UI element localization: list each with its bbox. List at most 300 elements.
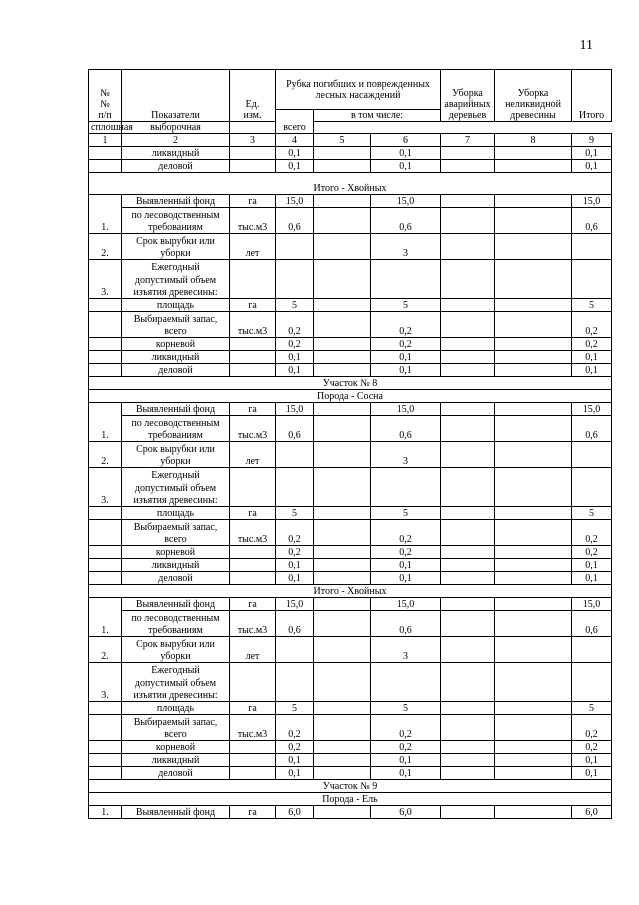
table-row: [89, 312, 612, 325]
table-row: [89, 767, 612, 780]
value-selective: 0,1: [371, 559, 441, 572]
value-selective: 0,2: [371, 546, 441, 559]
value-clear: [314, 754, 371, 767]
value-clear: [314, 260, 371, 299]
value-total: 0,1: [572, 364, 612, 377]
value-selective: 0,2: [371, 741, 441, 754]
table-row: [89, 338, 612, 351]
row-label: Выявленный фонд: [122, 806, 230, 819]
value-clear: [314, 234, 371, 260]
value-total: 15,0: [572, 598, 612, 611]
value-all: 0,2: [276, 520, 314, 546]
row-number: [89, 312, 122, 338]
value-clear: [314, 572, 371, 585]
value-emergency: [441, 520, 495, 546]
row-number: 1.: [89, 195, 122, 234]
value-emergency: [441, 559, 495, 572]
row-number: 2.: [89, 442, 122, 468]
row-number: [89, 364, 122, 377]
forest-felling-table: [88, 69, 612, 819]
section-header: Итого - Хвойных: [89, 173, 612, 195]
row-unit: тыс.м3: [230, 611, 276, 637]
header-unit: Ед. изм.: [230, 70, 276, 122]
header-itogo: Итого: [572, 70, 612, 122]
table-row: [89, 160, 612, 173]
value-clear: [314, 598, 371, 611]
value-clear: [314, 338, 371, 351]
row-unit: [230, 767, 276, 780]
column-number: 3: [230, 134, 276, 147]
table-row: [89, 572, 612, 585]
section-header-row: [89, 585, 612, 598]
value-selective: 0,1: [371, 351, 441, 364]
row-label: Выбираемый запас,: [122, 715, 230, 728]
value-selective: 15,0: [371, 598, 441, 611]
value-clear: [314, 147, 371, 160]
column-number: 7: [441, 134, 495, 147]
row-label: допустимый объем: [122, 676, 230, 689]
value-selective: 5: [371, 702, 441, 715]
header-emergency: Уборка аварийных деревьев: [441, 70, 495, 122]
value-emergency: [441, 507, 495, 520]
value-nonliquid: [495, 195, 572, 208]
value-all: 15,0: [276, 403, 314, 416]
value-clear: [314, 702, 371, 715]
value-all: 0,1: [276, 572, 314, 585]
value-clear: [314, 520, 371, 546]
row-number: 2.: [89, 637, 122, 663]
value-selective: [371, 260, 441, 299]
value-nonliquid: [495, 663, 572, 702]
row-label: требованиям: [122, 429, 230, 442]
row-number: [89, 507, 122, 520]
value-all: 0,2: [276, 338, 314, 351]
value-all: 0,1: [276, 364, 314, 377]
value-emergency: [441, 195, 495, 208]
value-selective: 0,1: [371, 572, 441, 585]
value-all: 5: [276, 299, 314, 312]
value-nonliquid: [495, 160, 572, 173]
row-number: [89, 715, 122, 741]
value-all: [276, 234, 314, 260]
value-nonliquid: [495, 260, 572, 299]
value-clear: [314, 351, 371, 364]
value-nonliquid: [495, 442, 572, 468]
section-header: Порода - Ель: [89, 793, 612, 806]
value-total: 0,1: [572, 559, 612, 572]
value-total: [572, 637, 612, 663]
value-nonliquid: [495, 208, 572, 234]
row-number: 1.: [89, 403, 122, 442]
section-header-row: [89, 377, 612, 390]
row-unit: га: [230, 299, 276, 312]
value-emergency: [441, 702, 495, 715]
header-selective: выборочная: [122, 122, 230, 134]
value-clear: [314, 442, 371, 468]
value-all: [276, 260, 314, 299]
value-total: 0,1: [572, 160, 612, 173]
row-number: [89, 520, 122, 546]
value-emergency: [441, 234, 495, 260]
value-total: [572, 442, 612, 468]
row-label: корневой: [122, 546, 230, 559]
value-nonliquid: [495, 468, 572, 507]
row-number: [89, 351, 122, 364]
value-all: [276, 663, 314, 702]
row-unit: га: [230, 403, 276, 416]
row-label: корневой: [122, 338, 230, 351]
row-label: деловой: [122, 767, 230, 780]
header-nonliquid: Уборка неликвидной древесины: [495, 70, 572, 122]
value-clear: [314, 741, 371, 754]
value-all: 5: [276, 702, 314, 715]
row-label: Выбираемый запас,: [122, 312, 230, 325]
value-clear: [314, 663, 371, 702]
value-all: 0,2: [276, 741, 314, 754]
column-number: 9: [572, 134, 612, 147]
value-nonliquid: [495, 234, 572, 260]
value-nonliquid: [495, 806, 572, 819]
value-clear: [314, 195, 371, 208]
value-clear: [314, 312, 371, 338]
value-selective: 3: [371, 637, 441, 663]
row-unit: га: [230, 195, 276, 208]
row-number: [89, 741, 122, 754]
row-label: по лесоводственным: [122, 208, 230, 221]
row-label: Ежегодный: [122, 663, 230, 676]
table-row: [89, 637, 612, 650]
row-unit: [230, 741, 276, 754]
value-total: 0,6: [572, 208, 612, 234]
value-total: 0,2: [572, 520, 612, 546]
header-total: всего: [276, 110, 314, 134]
row-unit: [230, 572, 276, 585]
table-row: [89, 364, 612, 377]
row-number: [89, 559, 122, 572]
value-selective: 0,2: [371, 715, 441, 741]
table-row: [89, 468, 612, 481]
row-unit: га: [230, 806, 276, 819]
section-header-row: [89, 793, 612, 806]
column-number: 1: [89, 134, 122, 147]
header-indicators: Показатели: [122, 70, 230, 122]
table-row: [89, 147, 612, 160]
table-row: [89, 546, 612, 559]
value-emergency: [441, 598, 495, 611]
row-label: требованиям: [122, 624, 230, 637]
row-unit: [230, 260, 276, 299]
value-all: 0,1: [276, 160, 314, 173]
row-unit: тыс.м3: [230, 520, 276, 546]
value-emergency: [441, 715, 495, 741]
row-label: уборки: [122, 247, 230, 260]
value-total: 5: [572, 507, 612, 520]
value-clear: [314, 767, 371, 780]
row-label: деловой: [122, 364, 230, 377]
value-nonliquid: [495, 416, 572, 442]
value-clear: [314, 546, 371, 559]
value-total: 5: [572, 299, 612, 312]
row-number: 2.: [89, 234, 122, 260]
value-all: 0,1: [276, 351, 314, 364]
value-total: 0,1: [572, 351, 612, 364]
value-selective: 0,6: [371, 208, 441, 234]
row-label: Ежегодный: [122, 468, 230, 481]
row-label: деловой: [122, 572, 230, 585]
value-clear: [314, 468, 371, 507]
table-row: [89, 299, 612, 312]
value-emergency: [441, 741, 495, 754]
value-nonliquid: [495, 767, 572, 780]
value-nonliquid: [495, 637, 572, 663]
table-row: [89, 715, 612, 728]
row-unit: [230, 160, 276, 173]
row-label: ликвидный: [122, 147, 230, 160]
table-row: [89, 663, 612, 676]
value-total: [572, 260, 612, 299]
table-row: [89, 208, 612, 221]
value-clear: [314, 364, 371, 377]
row-number: [89, 702, 122, 715]
row-label: по лесоводственным: [122, 611, 230, 624]
section-header: Итого - Хвойных: [89, 585, 612, 598]
value-emergency: [441, 260, 495, 299]
table-row: [89, 507, 612, 520]
value-nonliquid: [495, 598, 572, 611]
value-emergency: [441, 468, 495, 507]
value-total: 0,2: [572, 312, 612, 338]
row-label: Срок вырубки или: [122, 442, 230, 455]
value-clear: [314, 806, 371, 819]
row-number: [89, 767, 122, 780]
table-row: [89, 598, 612, 611]
value-selective: 0,1: [371, 147, 441, 160]
row-label: корневой: [122, 741, 230, 754]
row-unit: [230, 338, 276, 351]
value-total: 0,6: [572, 416, 612, 442]
row-label: деловой: [122, 160, 230, 173]
header-clear: сплошная: [89, 122, 122, 134]
value-total: 15,0: [572, 403, 612, 416]
value-clear: [314, 559, 371, 572]
section-header: Участок № 8: [89, 377, 612, 390]
value-clear: [314, 637, 371, 663]
value-clear: [314, 715, 371, 741]
value-nonliquid: [495, 559, 572, 572]
value-emergency: [441, 364, 495, 377]
header-num: № № п/п: [89, 70, 122, 122]
value-emergency: [441, 754, 495, 767]
row-unit: лет: [230, 442, 276, 468]
row-label: ликвидный: [122, 351, 230, 364]
page-number: 11: [579, 38, 593, 53]
row-label: площадь: [122, 702, 230, 715]
value-all: 0,6: [276, 208, 314, 234]
row-unit: тыс.м3: [230, 416, 276, 442]
row-unit: тыс.м3: [230, 715, 276, 741]
value-total: 0,1: [572, 147, 612, 160]
value-emergency: [441, 546, 495, 559]
value-total: [572, 234, 612, 260]
value-emergency: [441, 637, 495, 663]
value-emergency: [441, 611, 495, 637]
row-number: [89, 299, 122, 312]
value-all: 0,1: [276, 754, 314, 767]
value-all: 6,0: [276, 806, 314, 819]
value-all: 15,0: [276, 598, 314, 611]
row-number: 3.: [89, 468, 122, 507]
row-label: Выбираемый запас,: [122, 520, 230, 533]
row-unit: тыс.м3: [230, 208, 276, 234]
value-total: 0,1: [572, 767, 612, 780]
value-nonliquid: [495, 507, 572, 520]
value-total: 0,2: [572, 338, 612, 351]
row-unit: [230, 351, 276, 364]
table-row: [89, 234, 612, 247]
row-unit: [230, 364, 276, 377]
value-total: 0,1: [572, 572, 612, 585]
value-selective: 5: [371, 299, 441, 312]
value-all: [276, 637, 314, 663]
value-emergency: [441, 663, 495, 702]
value-total: [572, 663, 612, 702]
row-unit: [230, 468, 276, 507]
row-label: Выявленный фонд: [122, 403, 230, 416]
column-numbers-row: [89, 134, 612, 147]
row-number: 3.: [89, 663, 122, 702]
row-label: уборки: [122, 650, 230, 663]
value-selective: 0,1: [371, 754, 441, 767]
value-all: 0,2: [276, 546, 314, 559]
value-selective: 0,2: [371, 520, 441, 546]
value-selective: 0,1: [371, 160, 441, 173]
value-selective: 6,0: [371, 806, 441, 819]
value-clear: [314, 403, 371, 416]
table-row: [89, 260, 612, 273]
row-label: Срок вырубки или: [122, 637, 230, 650]
value-emergency: [441, 338, 495, 351]
value-nonliquid: [495, 299, 572, 312]
value-emergency: [441, 767, 495, 780]
row-unit: тыс.м3: [230, 312, 276, 338]
value-clear: [314, 160, 371, 173]
column-number: 8: [495, 134, 572, 147]
value-nonliquid: [495, 741, 572, 754]
value-all: 0,2: [276, 312, 314, 338]
value-clear: [314, 507, 371, 520]
row-number: 3.: [89, 260, 122, 299]
value-emergency: [441, 299, 495, 312]
value-total: [572, 468, 612, 507]
value-nonliquid: [495, 403, 572, 416]
row-unit: [230, 147, 276, 160]
value-emergency: [441, 147, 495, 160]
value-total: 6,0: [572, 806, 612, 819]
value-emergency: [441, 160, 495, 173]
value-nonliquid: [495, 351, 572, 364]
value-nonliquid: [495, 364, 572, 377]
value-nonliquid: [495, 312, 572, 338]
row-number: [89, 160, 122, 173]
row-unit: [230, 546, 276, 559]
table-row: [89, 806, 612, 819]
row-label: ликвидный: [122, 754, 230, 767]
value-emergency: [441, 403, 495, 416]
row-unit: [230, 663, 276, 702]
table-row: [89, 741, 612, 754]
section-header-row: [89, 173, 612, 195]
value-selective: 3: [371, 442, 441, 468]
section-header: Порода - Сосна: [89, 390, 612, 403]
row-label: изъятия древесины:: [122, 286, 230, 299]
table-row: [89, 754, 612, 767]
value-emergency: [441, 208, 495, 234]
row-label: Ежегодный: [122, 260, 230, 273]
section-header: Участок № 9: [89, 780, 612, 793]
table-row: [89, 702, 612, 715]
table-row: [89, 351, 612, 364]
row-unit: лет: [230, 637, 276, 663]
value-all: 5: [276, 507, 314, 520]
value-all: 0,6: [276, 416, 314, 442]
row-number: 1.: [89, 598, 122, 637]
header-felling-group: Рубка погибших и поврежденных лесных насаждений: [276, 70, 441, 110]
value-all: [276, 442, 314, 468]
table-row: [89, 195, 612, 208]
row-number: [89, 147, 122, 160]
row-label: площадь: [122, 507, 230, 520]
value-selective: 0,2: [371, 312, 441, 338]
value-clear: [314, 416, 371, 442]
section-header-row: [89, 780, 612, 793]
value-selective: [371, 468, 441, 507]
value-selective: 0,6: [371, 611, 441, 637]
row-label: уборки: [122, 455, 230, 468]
value-all: [276, 468, 314, 507]
row-label: Выявленный фонд: [122, 195, 230, 208]
value-selective: 0,1: [371, 767, 441, 780]
value-nonliquid: [495, 754, 572, 767]
value-selective: 15,0: [371, 403, 441, 416]
column-number: 2: [122, 134, 230, 147]
value-clear: [314, 299, 371, 312]
value-selective: 3: [371, 234, 441, 260]
value-all: 15,0: [276, 195, 314, 208]
table-row: [89, 611, 612, 624]
row-label: всего: [122, 728, 230, 741]
value-all: 0,6: [276, 611, 314, 637]
table-row: [89, 403, 612, 416]
table-row: [89, 442, 612, 455]
row-label: изъятия древесины:: [122, 494, 230, 507]
row-label: ликвидный: [122, 559, 230, 572]
value-emergency: [441, 312, 495, 338]
value-nonliquid: [495, 338, 572, 351]
table-row: [89, 416, 612, 429]
row-label: площадь: [122, 299, 230, 312]
row-number: 1.: [89, 806, 122, 819]
value-all: 0,1: [276, 559, 314, 572]
row-label: изъятия древесины:: [122, 689, 230, 702]
row-number: [89, 338, 122, 351]
value-nonliquid: [495, 715, 572, 741]
row-number: [89, 546, 122, 559]
value-nonliquid: [495, 546, 572, 559]
value-selective: 0,1: [371, 364, 441, 377]
row-unit: га: [230, 598, 276, 611]
row-label: по лесоводственным: [122, 416, 230, 429]
value-emergency: [441, 572, 495, 585]
